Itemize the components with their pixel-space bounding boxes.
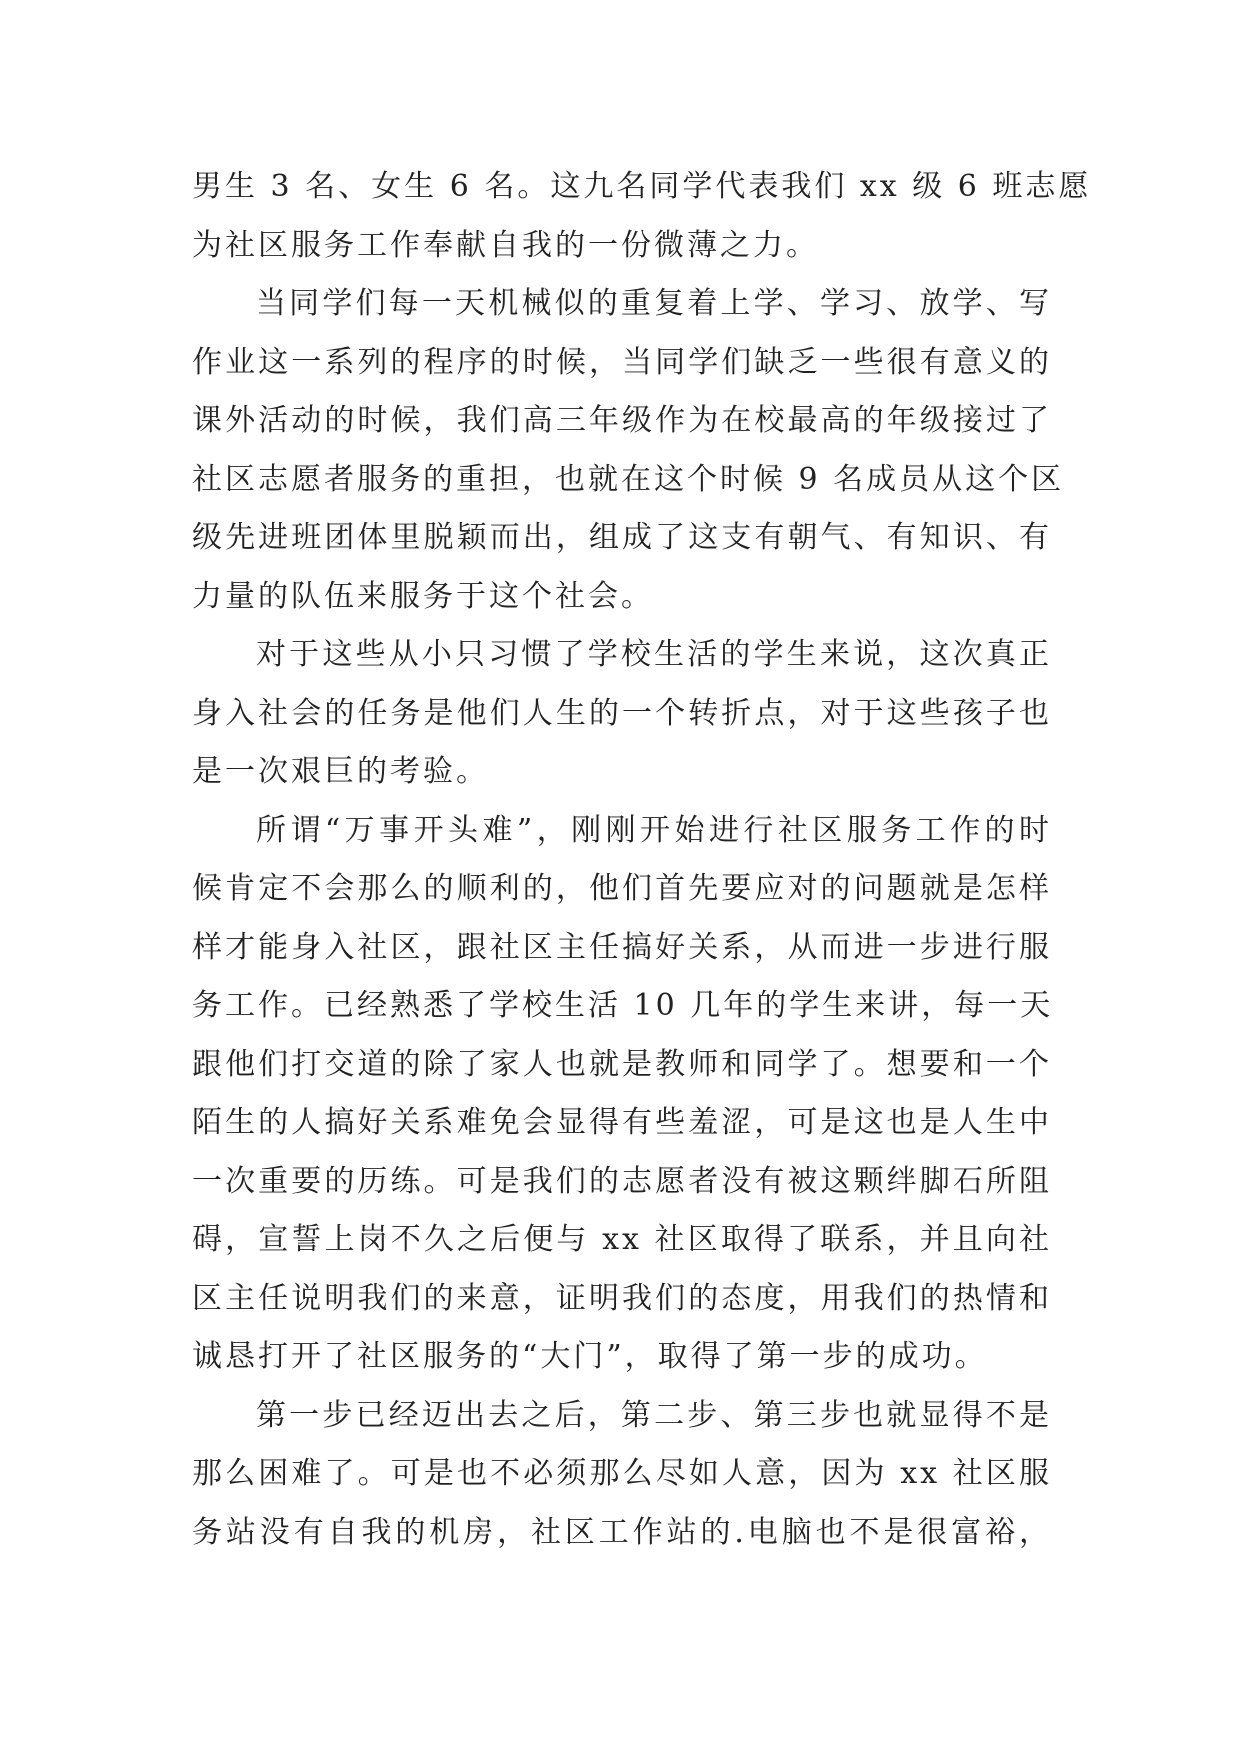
paragraph-first-line: 第一步已经迈出去之后，第二步、第三步也就显得不是 bbox=[256, 1397, 1052, 1433]
text-line: 诚恳打开了社区服务的“大门”，取得了第一步的成功。 bbox=[192, 1339, 988, 1374]
text-line: 碍，宣誓上岗不久之后便与 xx 社区取得了联系，并且向社 bbox=[192, 1222, 1052, 1257]
text-line: 身入社会的任务是他们人生的一个转折点，对于这些孩子也 bbox=[192, 695, 1052, 731]
document-body bbox=[192, 158, 1092, 1562]
text-line: 务站没有自我的机房，社区工作站的.电脑也不是很富裕， bbox=[192, 1514, 1052, 1550]
paragraph-first-line: 当同学们每一天机械似的重复着上学、学习、放学、写 bbox=[256, 286, 1052, 321]
text-line: 课外活动的时候，我们高三年级作为在校最高的年级接过了 bbox=[192, 403, 1052, 438]
text-line: 那么困难了。可是也不必须那么尽如人意，因为 xx 社区服 bbox=[192, 1456, 1052, 1491]
text-line: 力量的队伍来服务于这个社会。 bbox=[192, 578, 654, 614]
text-line: 级先进班团体里脱颖而出，组成了这支有朝气、有知识、有 bbox=[192, 520, 1052, 555]
paragraph-first-line: 所谓“万事开头难”，刚刚开始进行社区服务工作的时 bbox=[256, 812, 1052, 848]
text-line: 务工作。已经熟悉了学校生活 10 几年的学生来讲，每一天 bbox=[192, 988, 1054, 1023]
text-line: 是一次艰巨的考验。 bbox=[192, 754, 489, 789]
text-line: 社区志愿者服务的重担，也就在这个时候 9 名成员从这个区 bbox=[192, 461, 1065, 497]
paragraph-first-line: 对于这些从小只习惯了学校生活的学生来说，这次真正 bbox=[256, 637, 1052, 672]
text-line: 作业这一系列的程序的时候，当同学们缺乏一些很有意义的 bbox=[192, 344, 1052, 380]
text-line: 跟他们打交道的除了家人也就是教师和同学了。想要和一个 bbox=[192, 1046, 1052, 1082]
text-line: 男生 3 名、女生 6 名。这九名同学代表我们 xx 级 6 班志愿 bbox=[192, 169, 1092, 204]
text-line: 区主任说明我们的来意，证明我们的态度，用我们的热情和 bbox=[192, 1280, 1052, 1316]
text-line: 为社区服务工作奉献自我的一份微薄之力。 bbox=[192, 227, 819, 263]
text-line: 一次重要的历练。可是我们的志愿者没有被这颗绊脚石所阻 bbox=[192, 1163, 1052, 1199]
text-line: 候肯定不会那么的顺利的，他们首先要应对的问题就是怎样 bbox=[192, 871, 1052, 906]
text-line: 陌生的人搞好关系难免会显得有些羞涩，可是这也是人生中 bbox=[192, 1105, 1052, 1140]
text-line: 样才能身入社区，跟社区主任搞好关系，从而进一步进行服 bbox=[192, 929, 1052, 965]
